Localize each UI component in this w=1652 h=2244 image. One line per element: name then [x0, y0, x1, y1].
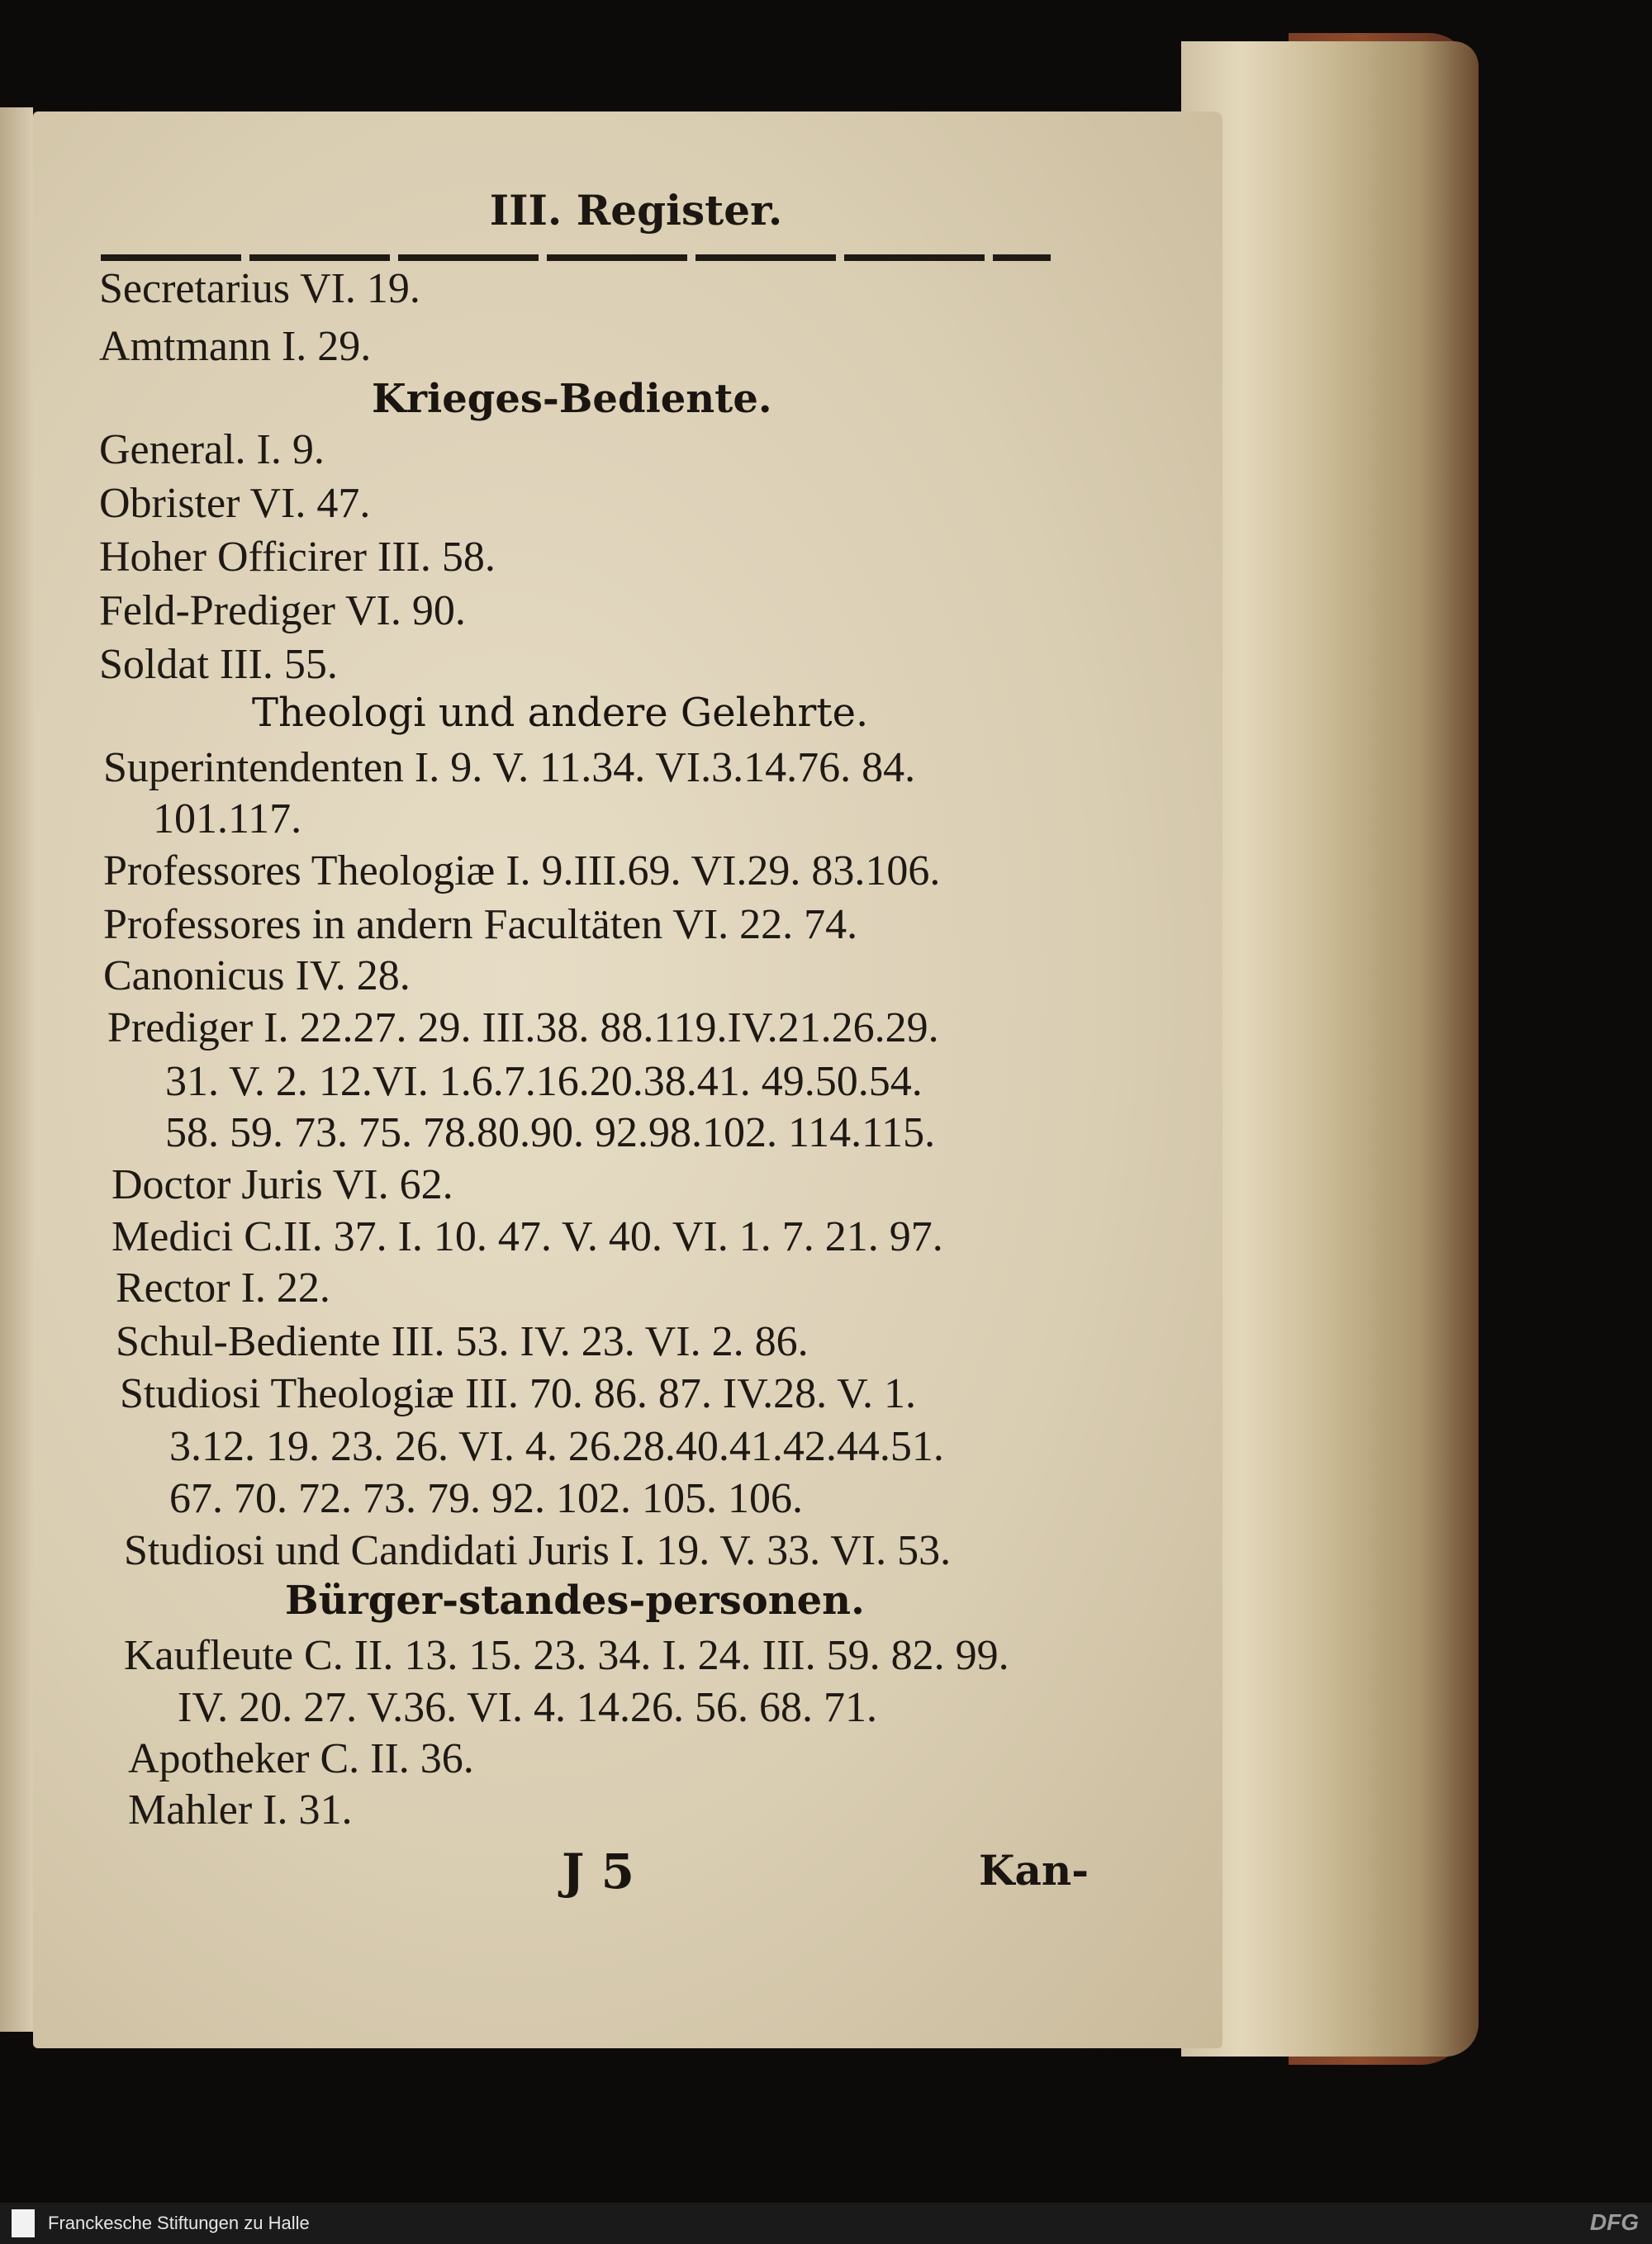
- index-entry: Superintendenten I. 9. V. 11.34. VI.3.14.76. 84.: [103, 744, 916, 791]
- index-entry: 101.117.: [153, 795, 302, 842]
- page-block-edges: [1181, 41, 1479, 2057]
- index-entry: 31. V. 2. 12.VI. 1.6.7.16.20.38.41. 49.50.54.: [165, 1058, 923, 1105]
- index-entry: Obrister VI. 47.: [99, 480, 371, 527]
- index-entry: Apotheker C. II. 36.: [128, 1735, 474, 1782]
- index-entry: 3.12. 19. 23. 26. VI. 4. 26.28.40.41.42.44.51.: [169, 1423, 944, 1470]
- index-entry: Soldat III. 55.: [99, 641, 338, 688]
- index-entry: Schul-Bediente III. 53. IV. 23. VI. 2. 86.: [116, 1318, 809, 1365]
- institution-name: Franckesche Stiftungen zu Halle: [48, 2213, 310, 2233]
- index-entry: Medici C.II. 37. I. 10. 47. V. 40. VI. 1. 7. 21. 97.: [112, 1213, 943, 1260]
- index-entry: Secretarius VI. 19.: [99, 265, 420, 312]
- institution-logo-icon: [12, 2209, 35, 2237]
- index-entry: Amtmann I. 29.: [99, 323, 372, 370]
- index-entry: Rector I. 22.: [116, 1264, 330, 1312]
- index-entry: 67. 70. 72. 73. 79. 92. 102. 105. 106.: [169, 1475, 803, 1522]
- index-entry: Studiosi und Candidati Juris I. 19. V. 33. VI. 53.: [124, 1527, 952, 1574]
- page-header: III. Register.: [489, 186, 783, 235]
- index-entry: Kaufleute C. II. 13. 15. 23. 34. I. 24. III. 59. 82. 99.: [124, 1632, 1009, 1679]
- index-entry: Doctor Juris VI. 62.: [112, 1161, 453, 1208]
- section-heading: Krieges-Bediente.: [372, 376, 772, 422]
- index-entry: Prediger I. 22.27. 29. III.38. 88.119.IV.21.26.29.: [107, 1004, 939, 1051]
- index-entry: Hoher Officirer III. 58.: [99, 534, 496, 581]
- index-entry: IV. 20. 27. V.36. VI. 4. 14.26. 56. 68. 71.: [178, 1684, 878, 1731]
- index-entry: General. I. 9.: [99, 426, 325, 473]
- index-entry: Professores Theologiæ I. 9.III.69. VI.29. 83.106.: [103, 847, 941, 894]
- index-entry: Mahler I. 31.: [128, 1786, 353, 1834]
- dfg-logo: DFG: [1589, 2209, 1639, 2235]
- header-rule: [101, 254, 1051, 261]
- index-entry: 58. 59. 73. 75. 78.80.90. 92.98.102. 114.115.: [165, 1109, 936, 1156]
- footer-bar: [0, 2203, 1652, 2244]
- signature-mark: J 5: [562, 1843, 634, 1900]
- catchword: Kan-: [979, 1846, 1089, 1895]
- section-heading: Theologi und andere Gelehrte.: [252, 690, 869, 736]
- section-heading: Bürger-standes-personen.: [285, 1577, 865, 1624]
- facing-page-edge: [0, 107, 33, 2032]
- index-entry: Canonicus IV. 28.: [103, 952, 411, 999]
- index-entry: Feld-Prediger VI. 90.: [99, 587, 466, 634]
- index-entry: Professores in andern Facultäten VI. 22. 74.: [103, 901, 858, 948]
- index-entry: Studiosi Theologiæ III. 70. 86. 87. IV.28. V. 1.: [120, 1370, 917, 1417]
